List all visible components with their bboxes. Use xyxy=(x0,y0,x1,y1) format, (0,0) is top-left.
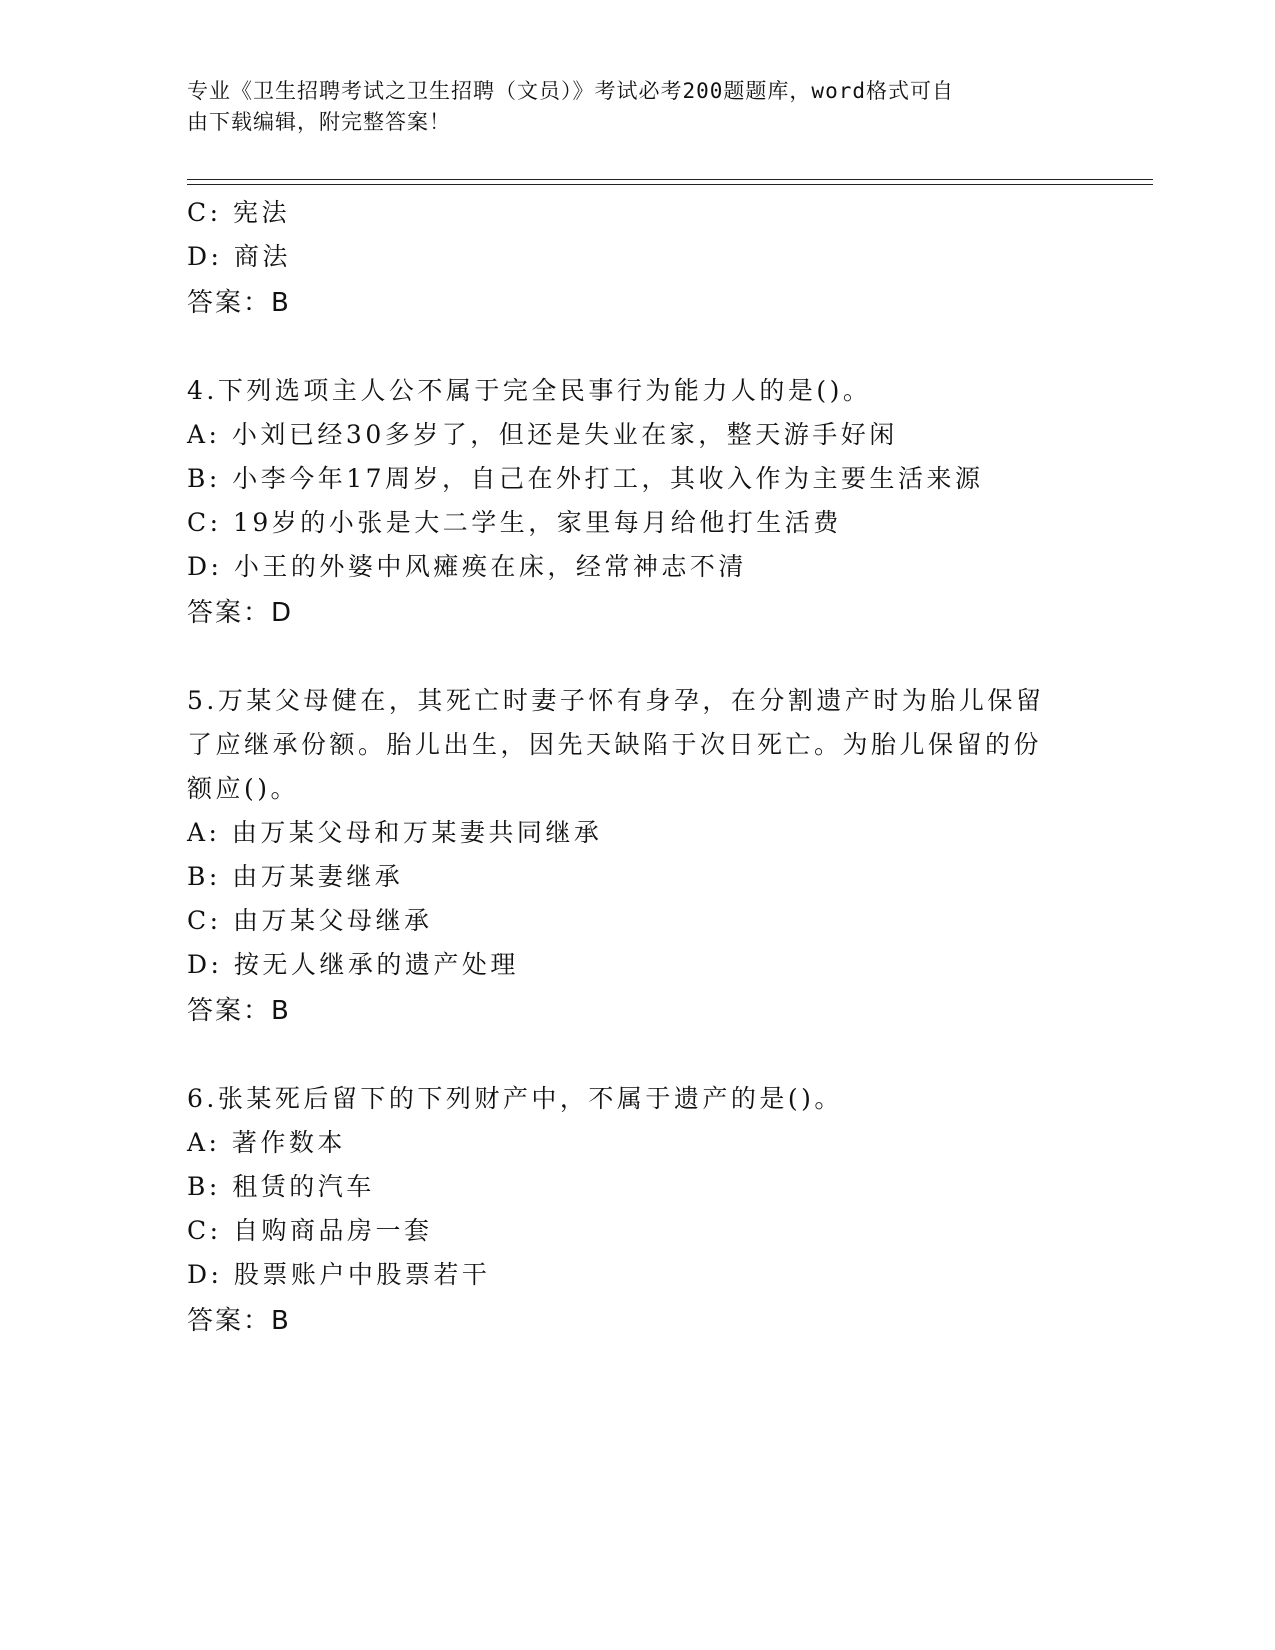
question-5-option-b: B: 由万某妻继承 xyxy=(187,862,404,891)
question-4-stem: 4.下列选项主人公不属于完全民事行为能力人的是()。 xyxy=(187,376,872,405)
header-divider-top xyxy=(187,179,1153,180)
question-6-option-b: B: 租赁的汽车 xyxy=(187,1172,375,1201)
question-4-option-a: A: 小刘已经30多岁了，但还是失业在家，整天游手好闲 xyxy=(187,420,898,449)
question-4-option-c: C: 19岁的小张是大二学生，家里每月给他打生活费 xyxy=(187,508,842,537)
prev-option-c: C: 宪法 xyxy=(187,198,290,227)
question-6-option-a: A: 著作数本 xyxy=(187,1128,346,1157)
question-5-stem-line-2: 了应继承份额。胎儿出生，因先天缺陷于次日死亡。为胎儿保留的份 xyxy=(187,730,1043,759)
question-4-option-b: B: 小李今年17周岁，自己在外打工，其收入作为主要生活来源 xyxy=(187,464,984,493)
header-line-1: 专业《卫生招聘考试之卫生招聘（文员）》考试必考200题题库，word格式可自 xyxy=(187,79,954,103)
prev-option-d: D: 商法 xyxy=(187,242,291,271)
header-line-2: 由下载编辑，附完整答案！ xyxy=(187,110,451,134)
question-5-stem-line-1: 5.万某父母健在，其死亡时妻子怀有身孕，在分割遗产时为胎儿保留 xyxy=(187,686,1045,715)
question-5-option-d: D: 按无人继承的遗产处理 xyxy=(187,950,519,979)
question-5-stem-line-3: 额应()。 xyxy=(187,774,300,803)
document-header xyxy=(187,76,1067,138)
question-5-answer: 答案：B xyxy=(187,996,291,1026)
question-6-answer: 答案：B xyxy=(187,1306,291,1336)
question-5-option-c: C: 由万某父母继承 xyxy=(187,906,433,935)
question-4-option-d: D: 小王的外婆中风瘫痪在床，经常神志不清 xyxy=(187,552,747,581)
question-6-option-d: D: 股票账户中股票若干 xyxy=(187,1260,491,1289)
question-6-stem: 6.张某死后留下的下列财产中，不属于遗产的是()。 xyxy=(187,1084,843,1113)
question-5-option-a: A: 由万某父母和万某妻共同继承 xyxy=(187,818,603,847)
question-4-answer: 答案：D xyxy=(187,598,294,628)
header-divider-bottom xyxy=(187,184,1153,185)
prev-answer: 答案：B xyxy=(187,288,291,318)
question-6-option-c: C: 自购商品房一套 xyxy=(187,1216,433,1245)
